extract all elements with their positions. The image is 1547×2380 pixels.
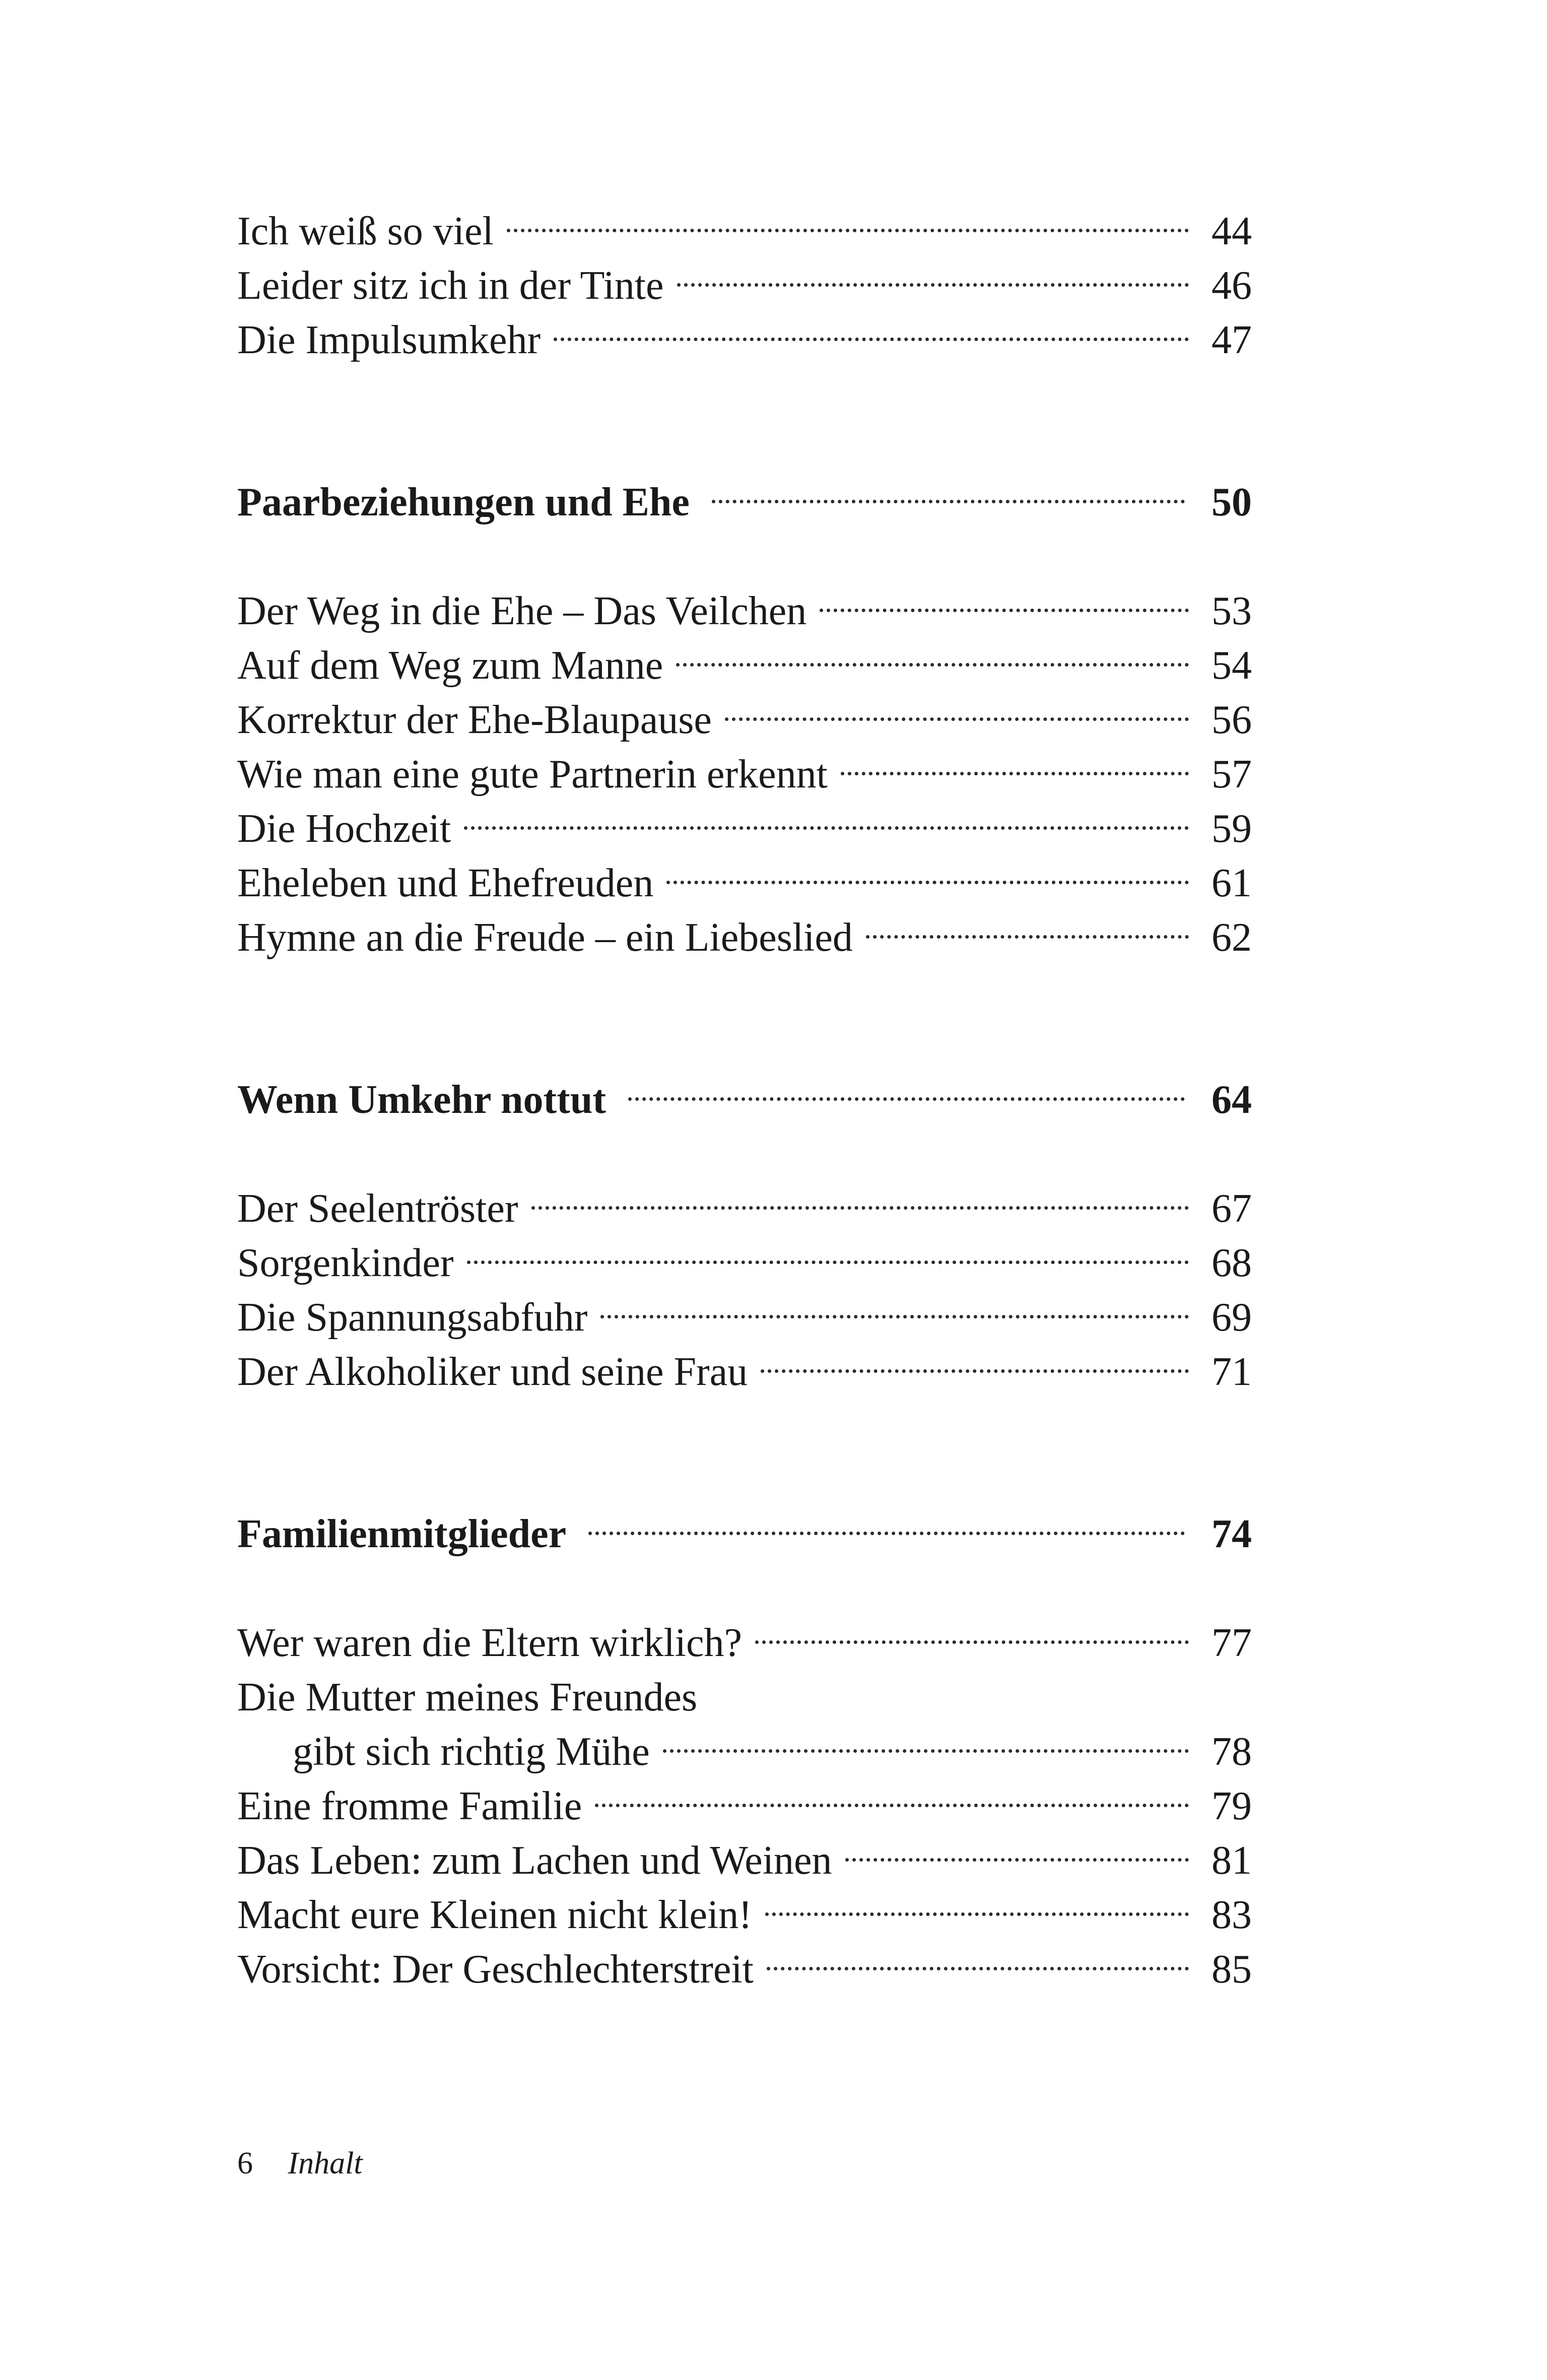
page-number: 6	[237, 2146, 253, 2180]
toc-entry-page: 69	[1212, 1295, 1252, 1340]
toc-entry	[237, 1236, 1252, 1290]
toc-entry	[237, 1942, 1252, 1997]
toc-entry	[237, 1345, 1252, 1399]
dot-leader	[666, 881, 1189, 884]
toc-entry	[237, 1779, 1252, 1833]
spacer	[237, 1399, 1252, 1507]
toc-entry-title: Der Alkoholiker und seine Frau	[237, 1350, 748, 1394]
toc-entry-page: 68	[1212, 1241, 1252, 1285]
toc-entry-page: 81	[1212, 1838, 1252, 1883]
toc-entry-page: 67	[1212, 1186, 1252, 1231]
toc-entry	[237, 1888, 1252, 1942]
dot-leader	[628, 1097, 1185, 1101]
toc-entry-page: 59	[1212, 807, 1252, 851]
toc-entry-page: 46	[1212, 263, 1252, 308]
chapter-title: Familienmitglieder	[237, 1512, 567, 1556]
toc-entry-title: Die Impulsumkehr	[237, 318, 541, 362]
dot-leader	[554, 338, 1189, 341]
toc-entry-title: Macht eure Kleinen nicht klein!	[237, 1893, 752, 1937]
spacer	[237, 965, 1252, 1073]
toc-entry	[237, 910, 1252, 965]
toc-entry	[237, 1290, 1252, 1345]
toc-entry-title: Wer waren die Eltern wirklich?	[237, 1621, 742, 1665]
spacer	[237, 1127, 1252, 1181]
toc-entry-title: gibt sich richtig Mühe	[293, 1730, 650, 1774]
dot-leader	[467, 1261, 1189, 1264]
toc-entry-page: 56	[1212, 698, 1252, 742]
toc-entry-page: 53	[1212, 589, 1252, 633]
dot-leader	[531, 1206, 1189, 1210]
toc-entry	[237, 313, 1252, 367]
spacer	[237, 1561, 1252, 1616]
dot-leader	[712, 500, 1185, 503]
dot-leader	[755, 1640, 1189, 1644]
toc-chapter-entries	[237, 1181, 1252, 1399]
running-footer-label: Inhalt	[288, 2146, 363, 2180]
chapter-title: Paarbeziehungen und Ehe	[237, 480, 690, 524]
toc-entry-page: 54	[1212, 643, 1252, 688]
toc-entry-page: 77	[1212, 1621, 1252, 1665]
toc-entry	[237, 802, 1252, 856]
dot-leader	[841, 772, 1189, 775]
toc-entry	[237, 1725, 1252, 1779]
toc-entry-page: 61	[1212, 861, 1252, 905]
spacer	[237, 530, 1252, 584]
toc-entry-page: 44	[1212, 209, 1252, 253]
dot-leader	[588, 1532, 1185, 1535]
toc-entry-page: 71	[1212, 1350, 1252, 1394]
toc-entry-title: Vorsicht: Der Geschlechterstreit	[237, 1947, 754, 1992]
table-of-contents	[237, 204, 1252, 1997]
toc-entry-page: 85	[1212, 1947, 1252, 1992]
dot-leader	[676, 663, 1189, 667]
toc-entry-title: Ich weiß so viel	[237, 209, 494, 253]
dot-leader	[595, 1804, 1189, 1807]
dot-leader	[845, 1858, 1189, 1862]
chapter-title: Wenn Umkehr nottut	[237, 1078, 606, 1122]
toc-entry-page: 62	[1212, 915, 1252, 960]
toc-entry-page: 83	[1212, 1893, 1252, 1937]
toc-entry-title: Das Leben: zum Lachen und Weinen	[237, 1838, 832, 1883]
toc-entry-title: Der Seelentröster	[237, 1186, 518, 1231]
toc-intro-group	[237, 204, 1252, 367]
toc-entry-title: Auf dem Weg zum Manne	[237, 643, 663, 688]
chapter-page: 64	[1212, 1078, 1252, 1122]
toc-entry-title: Korrektur der Ehe-Blaupause	[237, 698, 712, 742]
toc-entry	[237, 638, 1252, 693]
toc-chapter-heading	[237, 1507, 1252, 1561]
toc-entry-page: 47	[1212, 318, 1252, 362]
toc-entry-title: Eheleben und Ehefreuden	[237, 861, 654, 905]
toc-entry	[237, 1833, 1252, 1888]
toc-entry-title: Hymne an die Freude – ein Liebeslied	[237, 915, 853, 960]
spacer	[237, 367, 1252, 475]
toc-entry	[237, 1616, 1252, 1670]
toc-entry-page: 79	[1212, 1784, 1252, 1828]
toc-entry	[237, 1670, 1252, 1725]
toc-entry-title: Wie man eine gute Partnerin erkennt	[237, 752, 828, 797]
toc-entry-title: Leider sitz ich in der Tinte	[237, 263, 664, 308]
dot-leader	[600, 1315, 1189, 1318]
toc-entry-title: Die Spannungsabfuhr	[237, 1295, 588, 1340]
toc-entry	[237, 1181, 1252, 1236]
dot-leader	[507, 229, 1189, 232]
toc-chapter-heading	[237, 1073, 1252, 1127]
chapter-page: 50	[1212, 480, 1252, 524]
toc-entry-title: Sorgenkinder	[237, 1241, 454, 1285]
toc-entry	[237, 693, 1252, 747]
toc-entry	[237, 747, 1252, 802]
toc-entry	[237, 856, 1252, 910]
dot-leader	[464, 826, 1189, 830]
toc-entry	[237, 258, 1252, 313]
dot-leader	[761, 1369, 1189, 1373]
dot-leader	[767, 1967, 1189, 1970]
toc-entry-title: Der Weg in die Ehe – Das Veilchen	[237, 589, 807, 633]
toc-entry	[237, 584, 1252, 638]
toc-entry-title: Eine fromme Familie	[237, 1784, 582, 1828]
dot-leader	[677, 283, 1189, 287]
toc-entry-title: Die Hochzeit	[237, 807, 451, 851]
toc-entry-page: 57	[1212, 752, 1252, 797]
dot-leader	[820, 609, 1189, 612]
chapter-page: 74	[1212, 1512, 1252, 1556]
toc-entry-title: Die Mutter meines Freundes	[237, 1675, 698, 1720]
dot-leader	[765, 1912, 1189, 1916]
toc-entry-page: 78	[1212, 1730, 1252, 1774]
dot-leader	[725, 717, 1189, 721]
dot-leader	[866, 935, 1189, 939]
dot-leader	[663, 1749, 1189, 1753]
toc-chapter-entries	[237, 1616, 1252, 1997]
toc-chapter-heading	[237, 475, 1252, 530]
toc-entry	[237, 204, 1252, 258]
toc-chapter-entries	[237, 584, 1252, 965]
page-footer	[237, 2143, 363, 2184]
